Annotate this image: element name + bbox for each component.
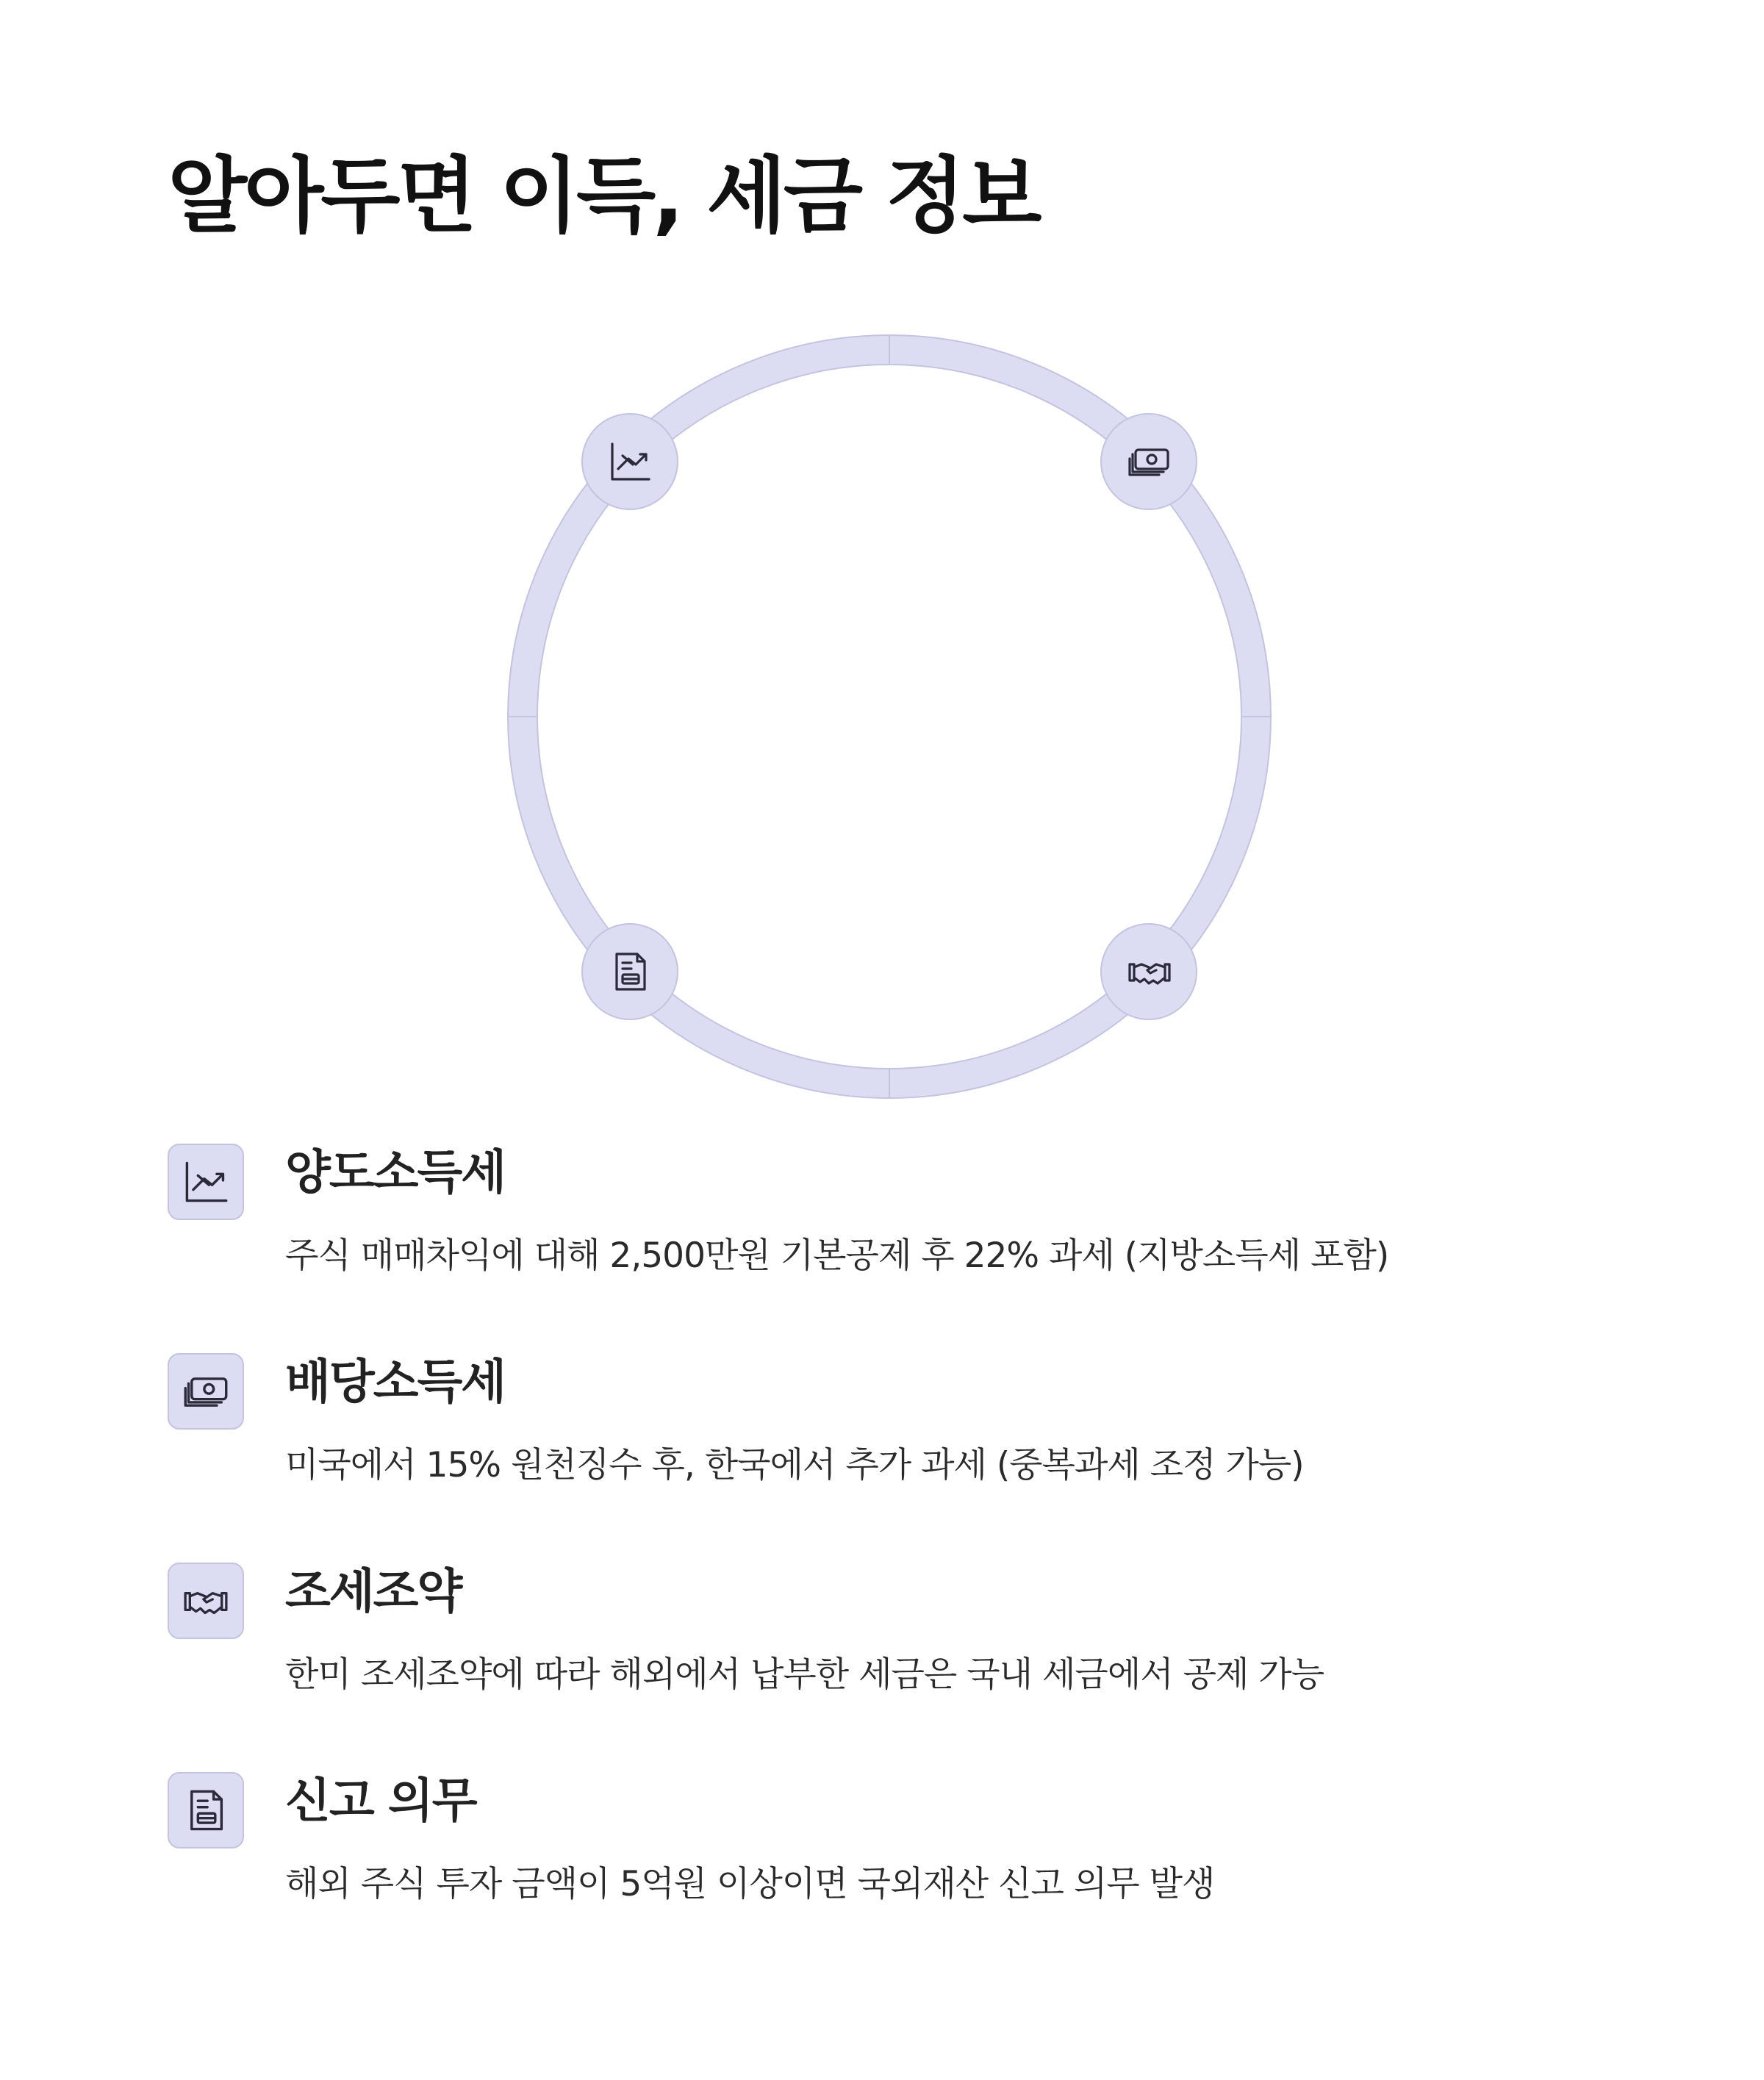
ring-node-treaty (1101, 924, 1197, 1019)
item-icon-badge (168, 1563, 244, 1639)
page-title: 알아두면 이득, 세금 정보 (168, 148, 1039, 244)
item-title: 양도소득세 (285, 1146, 506, 1200)
item-description: 주식 매매차익에 대해 2,500만원 기본공제 후 22% 과세 (지방소득세 포함) (285, 1236, 1389, 1276)
item-icon-badge (168, 1772, 244, 1848)
ring-node-capital-gains (582, 414, 678, 509)
banknote-icon (182, 1368, 229, 1415)
list-item-tax-treaty (168, 1563, 1638, 1772)
ring-node-dividend (1101, 414, 1197, 509)
item-icon-badge (168, 1144, 244, 1220)
list-item-dividend-tax (168, 1353, 1638, 1563)
tax-ring-diagram (507, 334, 1272, 1099)
document-icon (182, 1787, 229, 1834)
item-description: 한미 조세조약에 따라 해외에서 납부한 세금은 국내 세금에서 공제 가능 (285, 1654, 1324, 1695)
item-description: 해외 주식 투자 금액이 5억원 이상이면 국외재산 신고 의무 발생 (285, 1864, 1215, 1904)
item-title: 조세조약 (285, 1565, 462, 1619)
handshake-icon (182, 1577, 229, 1624)
item-title: 배당소득세 (285, 1355, 506, 1410)
item-icon-badge (168, 1353, 244, 1430)
item-description: 미국에서 15% 원천징수 후, 한국에서 추가 과세 (중복과세 조정 가능) (285, 1445, 1304, 1485)
list-item-capital-gains-tax (168, 1144, 1638, 1353)
item-title: 신고 의무 (285, 1774, 476, 1829)
trending-chart-icon (182, 1158, 229, 1205)
ring-node-filing (582, 924, 678, 1019)
list-item-filing-obligation (168, 1772, 1638, 1982)
tax-info-list (168, 1144, 1638, 1982)
